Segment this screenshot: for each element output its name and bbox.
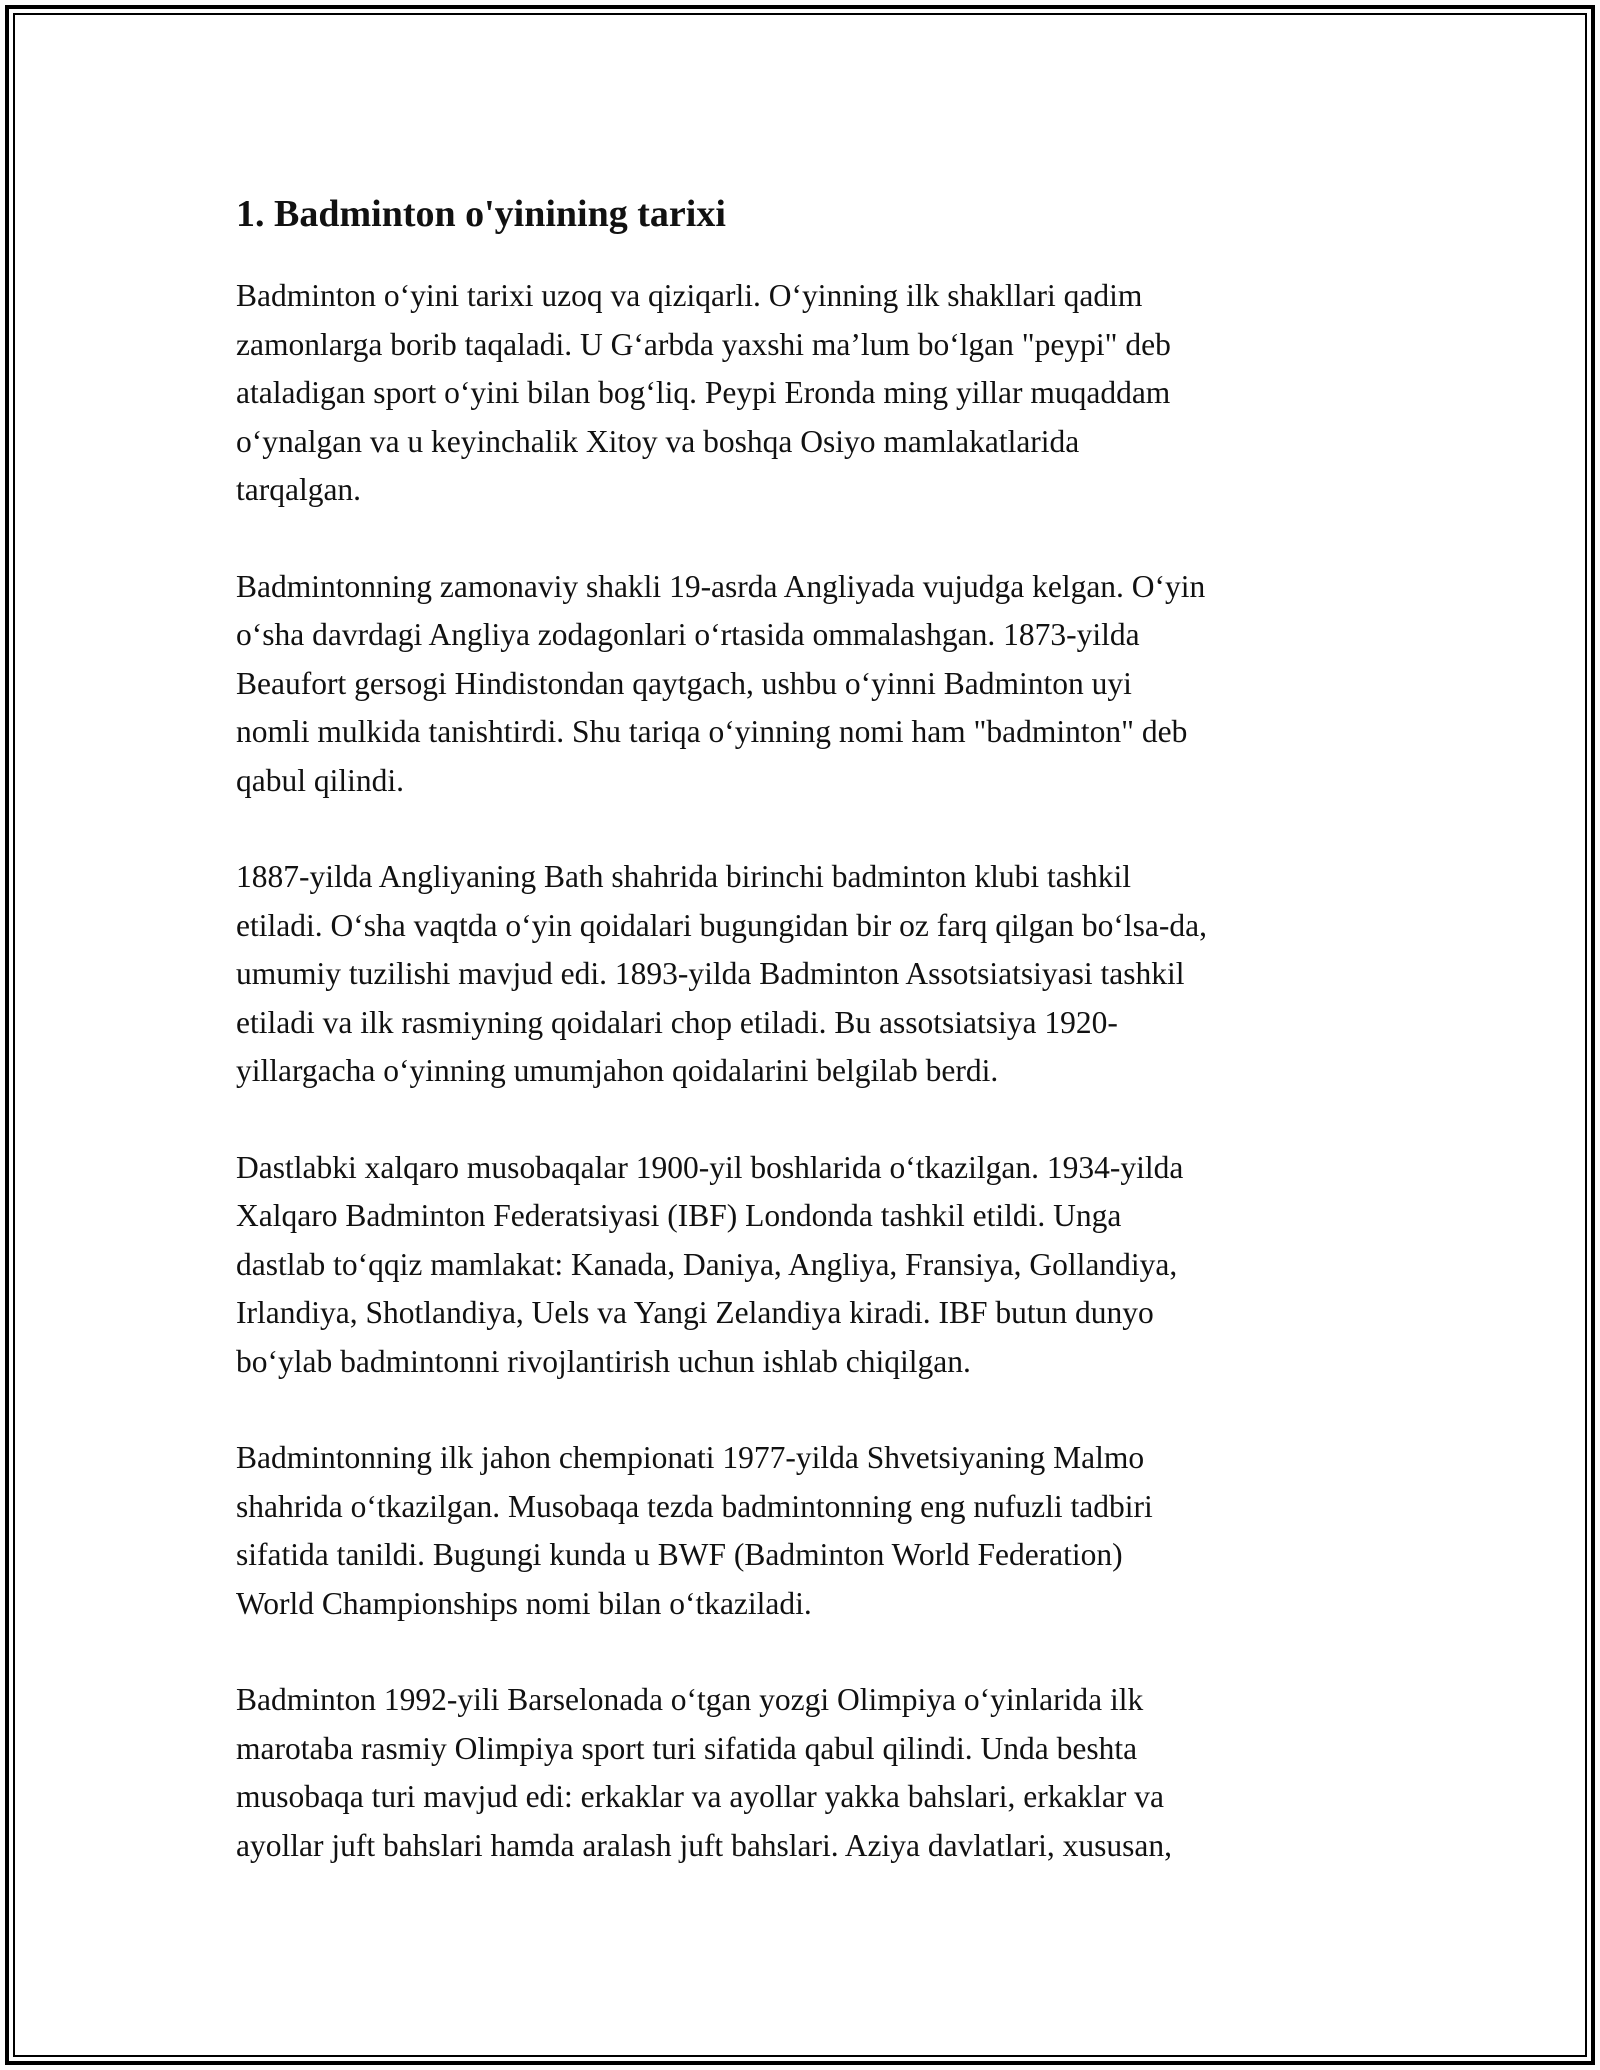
paragraph-olympics: Badminton 1992-yili Barselonada o‘tgan yozgi Olimpiya o‘yinlarida ilk marotaba rasmiy Olimpiya sport turi sifatida qabul qilindi. Unda beshta musobaqa turi mavjud edi: erkaklar va ayollar yakka bahslari, erkaklar va ayollar juft bahslari hamda aralash juft bahslari. Aziya davlatlari, xususan, <box>236 1682 1172 1863</box>
paragraph-international: Dastlabki xalqaro musobaqalar 1900-yil boshlarida o‘tkazilgan. 1934-yilda Xalqaro Badminton Federatsiyasi (IBF) Londonda tashkil etildi. Unga dastlab to‘qqiz mamlakat: Kanada, Daniya, Angliya, Fransiya, Gollandiya, Irlandiya, Shotlandiya, Uels va Yangi Zelandiya kiradi. IBF butun dunyo bo‘ylab badmintonni rivojlantirish uchun ishlab chiqilgan. <box>236 1149 1184 1379</box>
section-heading: 1. Badminton o'yinining tarixi <box>236 193 726 235</box>
paragraph-world-championship: Badmintonning ilk jahon chempionati 1977-yilda Shvetsiyaning Malmo shahrida o‘tkazilgan. Musobaqa tezda badmintonning eng nufuzli tadbiri sifatida tanildi. Bugungi kunda u BWF (Badminton World Federation) World Championships nomi bilan o‘tkaziladi. <box>236 1440 1153 1621</box>
paragraph-origins: Badminton o‘yini tarixi uzoq va qiziqarli. O‘yinning ilk shakllari qadim zamonlarga borib taqaladi. U G‘arbda yaxshi ma’lum bo‘lgan "peypi" deb ataladigan sport o‘yini bilan bog‘liq. Peypi Eronda ming yillar muqaddam o‘ynalgan va u keyinchalik Xitoy va boshqa Osiyo mamlakatlarida tarqalgan. <box>236 278 1171 507</box>
document-body <box>236 186 1376 1918</box>
paragraph-modern-form: Badmintonning zamonaviy shakli 19-asrda Angliyada vujudga kelgan. O‘yin o‘sha davrdagi Angliya zodagonlari o‘rtasida ommalashgan. 1873-yilda Beaufort gersogi Hindistondan qaytgach, ushbu o‘yinni Badminton uyi nomli mulkida tanishtirdi. Shu tariqa o‘yinning nomi ham "badminton" deb qabul qilindi. <box>236 568 1206 798</box>
paragraph-first-club: 1887-yilda Angliyaning Bath shahrida birinchi badminton klubi tashkil etiladi. O‘sha vaqtda o‘yin qoidalari bugungidan bir oz farq qilgan bo‘lsa-da, umumiy tuzilishi mavjud edi. 1893-yilda Badminton Assotsiatsiyasi tashkil etiladi va ilk rasmiyning qoidalari chop etiladi. Bu assotsiatsiya 1920- yillargacha o‘yinning umumjahon qoidalarini belgilab berdi. <box>236 859 1207 1088</box>
